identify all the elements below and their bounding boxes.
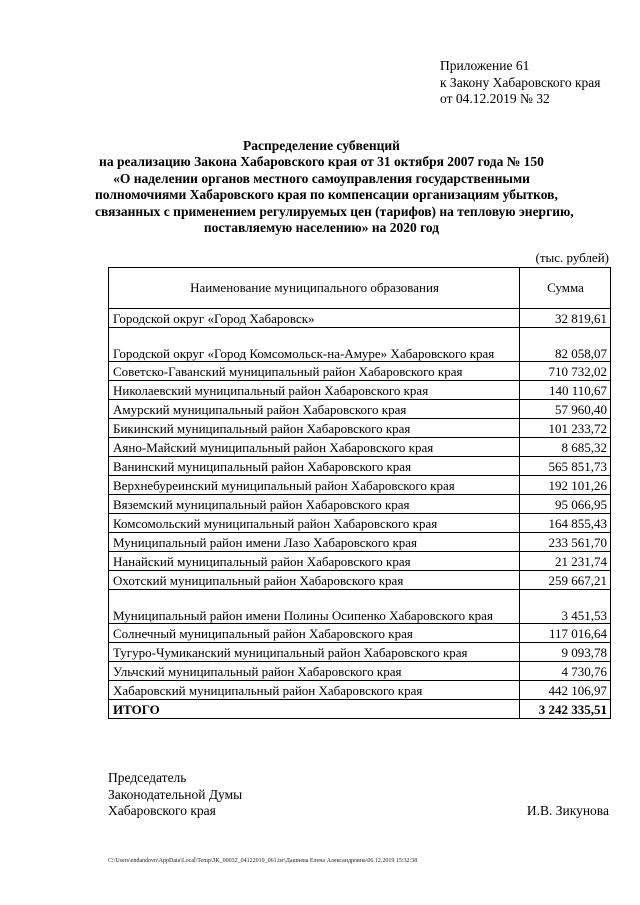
table-row (109, 309, 611, 328)
table-row (109, 662, 611, 681)
municipality-name: Аяно-Майский муниципальный район Хабаровского края (109, 438, 520, 457)
file-path-footer: C:\Users\endandovn\AppData\Local\Temp\ЗК_00032_04122019_061.tsr\Дашиева Елена Александровна\06.12.2019 15:32:38 (108, 858, 418, 864)
subsidy-amount: 8 685,32 (520, 438, 611, 457)
municipality-name: Солнечный муниципальный район Хабаровского края (109, 624, 520, 643)
municipality-name: Вяземский муниципальный район Хабаровского края (109, 495, 520, 514)
total-label: ИТОГО (109, 700, 520, 719)
appendix-reference (440, 58, 601, 108)
municipality-name: Нанайский муниципальный район Хабаровского края (109, 552, 520, 571)
municipality-name: Бикинский муниципальный район Хабаровского края (109, 419, 520, 438)
document-title (95, 138, 574, 236)
signature-position-line-2: Законодательной Думы (108, 786, 243, 802)
table-row (109, 457, 611, 476)
municipality-name: Ванинский муниципальный район Хабаровского края (109, 457, 520, 476)
subsidy-amount: 3 451,53 (520, 590, 611, 624)
subsidy-amount: 710 732,02 (520, 362, 611, 381)
municipality-name: Николаевский муниципальный район Хабаровского края (109, 381, 520, 400)
appendix-law: к Закону Хабаровского края (440, 74, 601, 90)
subsidy-amount: 117 016,64 (520, 624, 611, 643)
title-line-1: Распределение субвенций (243, 138, 400, 153)
table-row (109, 476, 611, 495)
units-label: (тыс. рублей) (535, 250, 609, 265)
subsidy-amount: 442 106,97 (520, 681, 611, 700)
municipality-name: Тугуро-Чумиканский муниципальный район Хабаровского края (109, 643, 520, 662)
table-row (109, 328, 611, 362)
municipality-name: Охотский муниципальный район Хабаровского края (109, 571, 520, 590)
municipality-name: Комсомольский муниципальный район Хабаровского края (109, 514, 520, 533)
subsidies-table (108, 267, 611, 719)
subsidy-amount: 9 093,78 (520, 643, 611, 662)
subsidy-amount: 259 667,21 (520, 571, 611, 590)
table-row (109, 552, 611, 571)
table-row (109, 571, 611, 590)
municipality-name: Муниципальный район имени Полины Осипенко Хабаровского края (109, 590, 520, 624)
subsidy-amount: 4 730,76 (520, 662, 611, 681)
municipality-name: Городской округ «Город Комсомольск-на-Амуре» Хабаровского края (109, 328, 520, 362)
appendix-date: от 04.12.2019 № 32 (440, 91, 550, 106)
subsidy-amount: 101 233,72 (520, 419, 611, 438)
title-line-6: поставляемую населению» на 2020 год (203, 220, 440, 236)
signature-position-line-3: Хабаровского края (108, 803, 216, 818)
subsidy-amount: 57 960,40 (520, 400, 611, 419)
table-row (109, 681, 611, 700)
title-line-4: полномочиями Хабаровского края по компенсации организациям убытков, (95, 187, 558, 203)
municipality-name: Амурский муниципальный район Хабаровского края (109, 400, 520, 419)
header-municipality: Наименование муниципального образования (109, 268, 520, 309)
table-row (109, 400, 611, 419)
table-total-row (109, 700, 611, 719)
municipality-name: Хабаровский муниципальный район Хабаровского края (109, 681, 520, 700)
subsidy-amount: 565 851,73 (520, 457, 611, 476)
municipality-name: Городской округ «Город Хабаровск» (109, 309, 520, 328)
subsidy-amount: 82 058,07 (520, 328, 611, 362)
title-line-3: «О наделении органов местного самоуправления государственными (113, 170, 530, 186)
subsidy-amount: 164 855,43 (520, 514, 611, 533)
table-header-row (109, 268, 611, 309)
table-row (109, 533, 611, 552)
municipality-name: Муниципальный район имени Лазо Хабаровского края (109, 533, 520, 552)
table-row (109, 362, 611, 381)
table-row (109, 643, 611, 662)
appendix-number: Приложение 61 (440, 58, 530, 73)
total-amount: 3 242 335,51 (520, 700, 611, 719)
title-line-5: связанных с применением регулируемых цен (тарифов) на тепловую энергию, (95, 203, 574, 219)
title-line-2: на реализацию Закона Хабаровского края от 31 октября 2007 года № 150 (99, 154, 544, 170)
table-row (109, 624, 611, 643)
signature-block (108, 770, 242, 820)
municipality-name: Советско-Гаванский муниципальный район Хабаровского края (109, 362, 520, 381)
table-row (109, 381, 611, 400)
subsidy-amount: 95 066,95 (520, 495, 611, 514)
subsidy-amount: 233 561,70 (520, 533, 611, 552)
table-row (109, 514, 611, 533)
subsidy-amount: 192 101,26 (520, 476, 611, 495)
subsidy-amount: 21 231,74 (520, 552, 611, 571)
signer-name: И.В. Зикунова (526, 803, 609, 818)
table-row (109, 495, 611, 514)
table-row (109, 438, 611, 457)
subsidy-amount: 140 110,67 (520, 381, 611, 400)
municipality-name: Ульчский муниципальный район Хабаровского края (109, 662, 520, 681)
table-row (109, 419, 611, 438)
municipality-name: Верхнебуреинский муниципальный район Хабаровского края (109, 476, 520, 495)
table-row (109, 590, 611, 624)
subsidy-amount: 32 819,61 (520, 309, 611, 328)
signature-position-line-1: Председатель (108, 770, 187, 785)
header-sum: Сумма (520, 268, 611, 309)
